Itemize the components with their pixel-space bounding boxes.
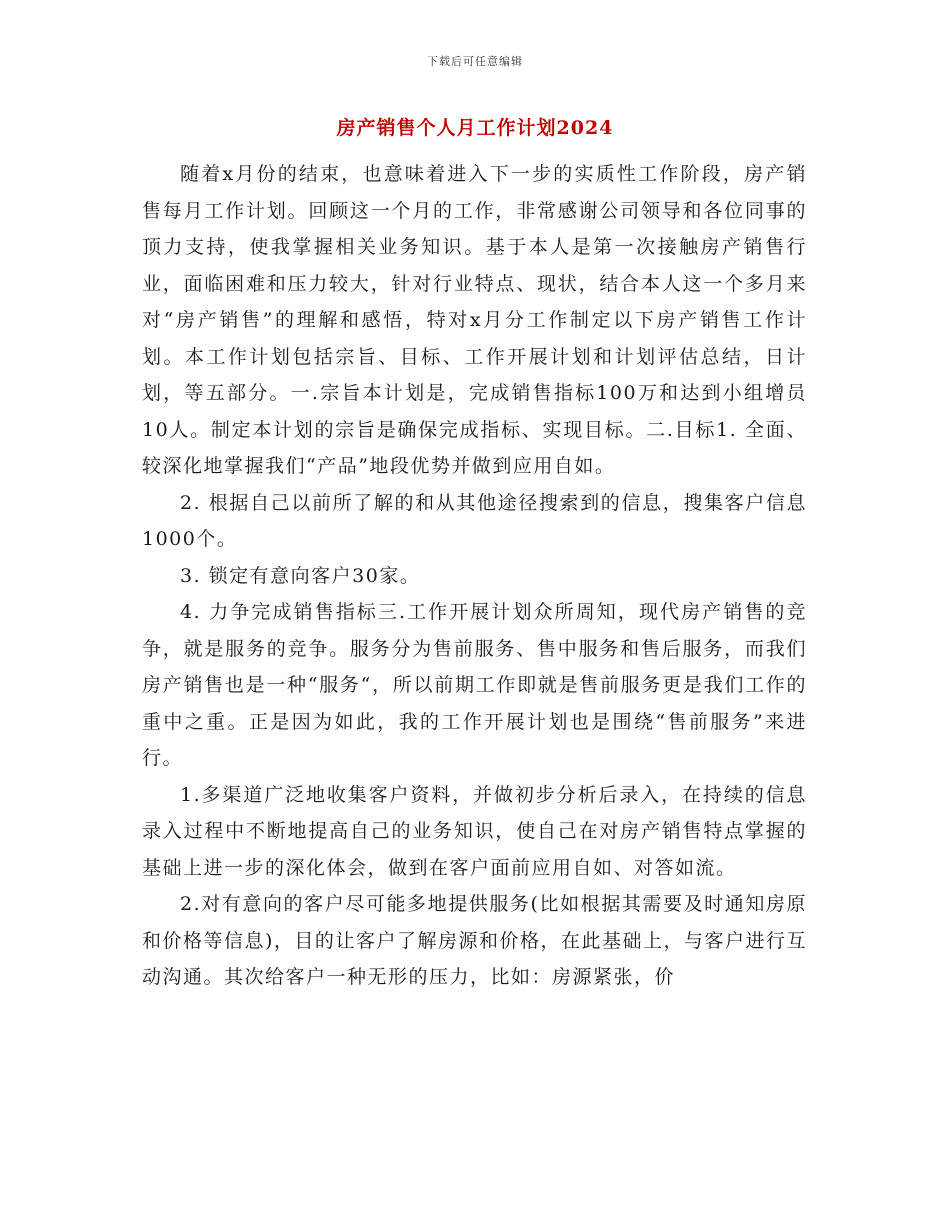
paragraph-2: 2. 根据自己以前所了解的和从其他途径搜索到的信息，搜集客户信息1000个。: [142, 491, 807, 550]
document-title: 房产销售个人月工作计划2024: [336, 117, 614, 139]
paragraph-3: 3. 锁定有意向客户30家。: [180, 564, 421, 587]
header-note: 下载后可任意编辑: [427, 55, 523, 68]
paragraph-6: 2.对有意向的客户尽可能多地提供服务(比如根据其需要及时通知房原和价格等信息)，目的让客户了解房源和价格，在此基础上，与客户进行互动沟通。其次给客户一种无形的压力，比如：房源紧张，价: [142, 893, 807, 988]
paragraph-1: 随着x月份的结束，也意味着进入下一步的实质性工作阶段，房产销售每月工作计划。回顾这一个月的工作，非常感谢公司领导和各位同事的顶力支持，使我掌握相关业务知识。基于本人是第一次接触房产销售行业，面临困难和压力较大，针对行业特点、现状，结合本人这一个多月来对“房产销售”的理解和感悟，特对x月分工作制定以下房产销售工作计划。本工作计划包括宗旨、目标、工作开展计划和计划评估总结，日计划，等五部分。一.宗旨本计划是，完成销售指标100万和达到小组增员10人。制定本计划的宗旨是确保完成指标、实现目标。二.目标1. 全面、较深化地掌握我们“产品”地段优势并做到应用自如。: [142, 163, 807, 477]
document-body: [142, 156, 807, 996]
paragraph-4: 4. 力争完成销售指标三.工作开展计划众所周知，现代房产销售的竞争，就是服务的竞争。服务分为售前服务、售中服务和售后服务，而我们房产销售也是一种“服务“，所以前期工作即就是售前服务更是我们工作的重中之重。正是因为如此，我的工作开展计划也是围绕“售前服务”来进行。: [142, 601, 807, 769]
paragraph-5: 1.多渠道广泛地收集客户资料，并做初步分析后录入，在持续的信息录入过程中不断地提高自己的业务知识，使自己在对房产销售特点掌握的基础上进一步的深化体会，做到在客户面前应用自如、对答如流。: [142, 783, 807, 879]
